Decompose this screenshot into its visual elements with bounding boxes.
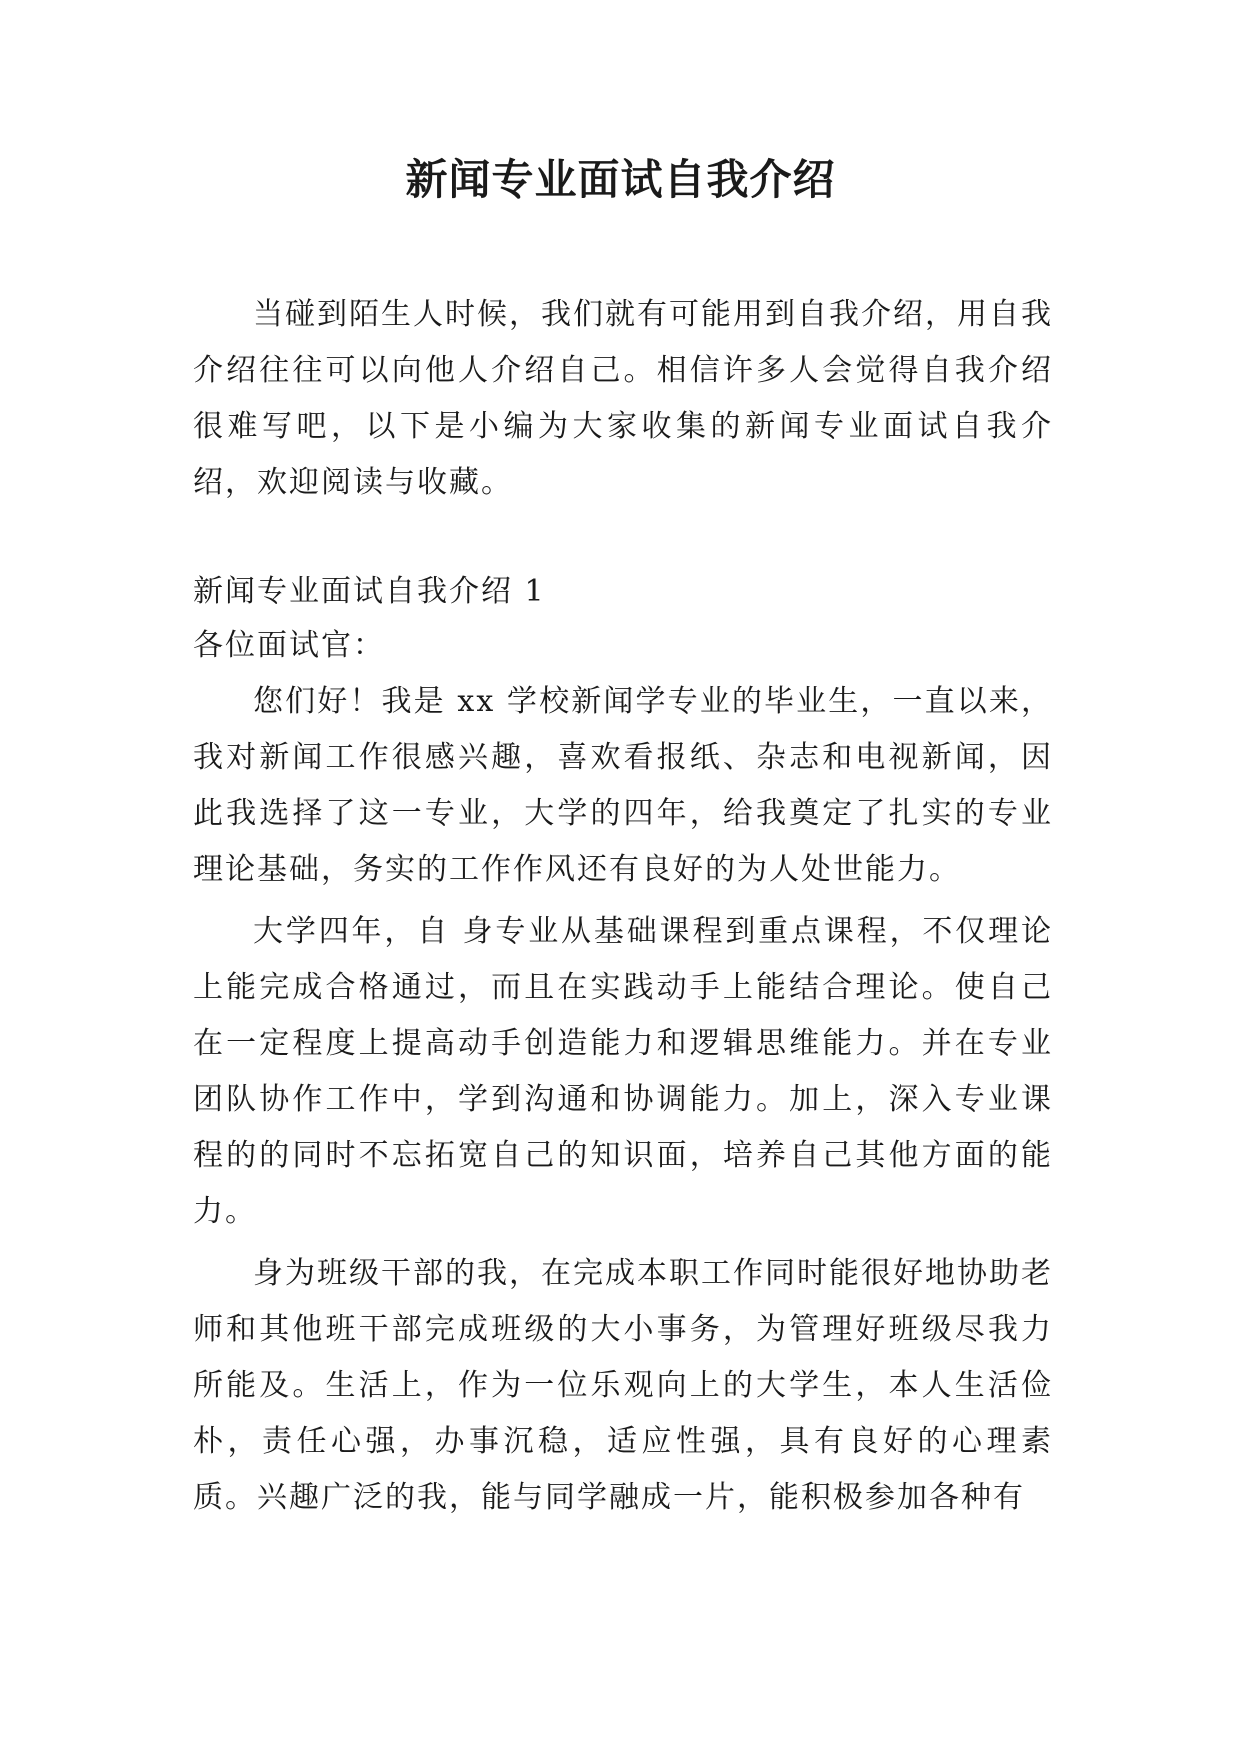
intro-paragraph: 当碰到陌生人时候，我们就有可能用到自我介绍，用自我介绍往往可以向他人介绍自己。相信许多人会觉得自我介绍很难写吧，以下是小编为大家收集的新闻专业面试自我介绍，欢迎阅读与收藏。 (193, 297, 1053, 500)
document-body (193, 287, 1053, 1532)
document-title: 新闻专业面试自我介绍 (405, 155, 836, 204)
body-paragraph-1: 您们好！我是 xx 学校新闻学专业的毕业生，一直以来，我对新闻工作很感兴趣，喜欢看报纸、杂志和电视新闻，因此我选择了这一专业，大学的四年，给我奠定了扎实的专业理论基础，务实的工作作风还有良好的为人处世能力。 (193, 684, 1053, 887)
section-heading: 新闻专业面试自我介绍 1 (193, 574, 546, 609)
body-paragraph-2: 大学四年，自 身专业从基础课程到重点课程，不仅理论上能完成合格通过，而且在实践动手上能结合理论。使自己在一定程度上提高动手创造能力和逻辑思维能力。并在专业团队协作工作中，学到沟通和协调能力。加上，深入专业课程的的同时不忘拓宽自己的知识面，培养自己其他方面的能力。 (193, 914, 1053, 1229)
body-paragraph-3: 身为班级干部的我，在完成本职工作同时能很好地协助老师和其他班干部完成班级的大小事务，为管理好班级尽我力所能及。生活上，作为一位乐观向上的大学生，本人生活俭朴，责任心强，办事沉稳，适应性强，具有良好的心理素质。兴趣广泛的我，能与同学融成一片，能积极参加各种有 (193, 1256, 1053, 1515)
salutation: 各位面试官： (193, 628, 385, 663)
